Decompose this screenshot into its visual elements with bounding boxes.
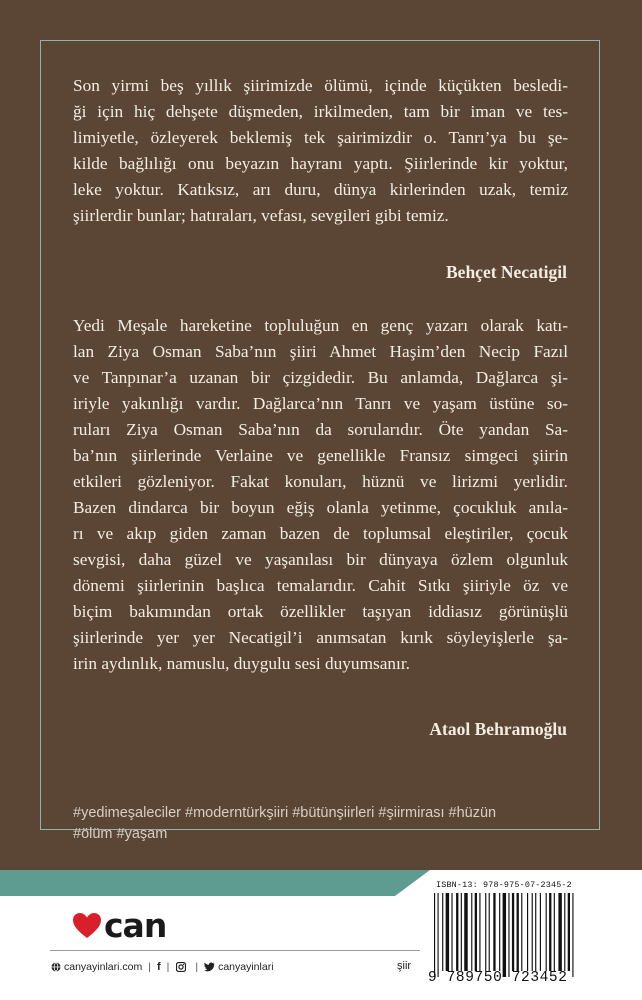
footer-divider — [50, 950, 420, 951]
heart-icon — [72, 912, 102, 939]
barcode-bar — [456, 893, 458, 971]
text-line: Son yirmi beş yıllık şiirimizde ölümü, içinde küçükten besledi- — [73, 76, 568, 95]
barcode-box — [428, 880, 593, 992]
text-line: lan Ziya Osman Saba’nın şiiri Ahmet Haşim’den Necip Fazıl — [73, 342, 568, 361]
barcode-bar — [564, 893, 565, 971]
barcode-bar — [532, 893, 533, 971]
text-line: sevgisi, daha güzel ve yaşanılası bir dünyaya özlem olgunluk — [73, 550, 568, 569]
social-handle[interactable]: canyayinlari — [218, 961, 274, 973]
barcode-bar — [499, 893, 500, 971]
barcode-icon — [434, 893, 587, 981]
barcode-number: 9 789750 723452 — [428, 970, 568, 986]
text-line: şiirlerdir bunlar; hatıraları, vefası, sevgileri gibi temiz. — [73, 206, 449, 225]
separator: | — [166, 961, 170, 973]
barcode-bar — [558, 893, 561, 971]
hashtag-line: #ölüm #yaşam — [73, 826, 168, 842]
text-line: şiirlerinde yer yer Necatigil’i anımsatan kırık söyleyişlerle şa- — [73, 628, 568, 647]
barcode-bar — [451, 893, 452, 971]
text-line: ve Tanpınar’a uzanan bir çizgidedir. Bu anlamda, Dağlarca şi- — [73, 368, 568, 387]
genre-label: şiir — [397, 960, 412, 972]
barcode-bar — [464, 893, 467, 971]
hashtag-line: #yedimeşaleciler #moderntürkşiiri #bütünşiirleri #şiirmirası #hüzün — [73, 805, 497, 821]
review-author-2: Ataol Behramoğlu — [429, 719, 567, 739]
website-link[interactable]: canyayinlari.com — [64, 961, 143, 973]
text-line: rı ve akıp giden zaman bazen de toplumsal eleştiriler, çocuk — [73, 524, 568, 543]
barcode-bar — [568, 893, 570, 971]
barcode-bar — [438, 893, 439, 977]
isbn-text: ISBN-13: 978-975-07-2345-2 — [436, 880, 572, 890]
barcode-bar — [512, 893, 514, 971]
barcode-bar — [554, 893, 555, 971]
text-line: limiyetle, özleyerek beklemiş tek şairimizdir o. Tanrı’ya bu şe- — [73, 128, 568, 147]
text-line: irin aydınlık, namuslu, duygulu sesi duyumsanır. — [73, 654, 410, 673]
separator: | — [195, 961, 199, 973]
publisher-logo — [72, 906, 166, 945]
hashtags — [73, 803, 553, 845]
barcode-bar — [535, 893, 536, 971]
text-line: biçim bakımından ortak özellikler taşıyan iddiasız görünüşlü — [73, 602, 568, 621]
barcode-bar — [521, 893, 522, 971]
barcode-bar — [461, 893, 462, 971]
barcode-bar — [471, 893, 472, 971]
barcode-bar — [549, 893, 551, 971]
barcode-bar — [508, 893, 509, 977]
text-line: iriyle yakınlığı vardır. Dağlarca’nın Tanrı ve yaşam üstüne so- — [73, 394, 568, 413]
barcode-bar — [434, 893, 435, 977]
separator: | — [148, 961, 151, 973]
publisher-footer — [50, 957, 420, 977]
barcode-bar — [527, 893, 528, 971]
instagram-icon[interactable] — [175, 962, 186, 973]
text-line: Bazen dindarca bir boyun eğiş olanla yetinme, çocukluk anıla- — [73, 498, 568, 517]
text-line: ba’nın şiirlerinde Verlaine ve genellikle Fransız simgeci şiirin — [73, 446, 568, 465]
text-line: ği için hiç dehşete düşmeden, irkilmeden, tam bir iman ve tes- — [73, 102, 568, 121]
text-line: dönemi şiirlerinin başlıca temalarıdır. Cahit Sıtkı şiiriyle öz ve — [73, 576, 568, 595]
twitter-icon[interactable] — [204, 962, 215, 973]
globe-icon — [50, 962, 61, 973]
barcode-bar — [475, 893, 477, 971]
review-author-1: Behçet Necatigil — [446, 262, 567, 282]
barcode-bar — [485, 893, 486, 971]
barcode-bar — [489, 893, 490, 971]
text-line: leke yoktur. Katıksız, arı duru, dünya kirlerinden uzak, temiz — [73, 180, 568, 199]
review-paragraph-2 — [73, 313, 568, 677]
barcode-bar — [442, 893, 443, 971]
logo-wordmark: can — [104, 906, 167, 945]
review-paragraph-1 — [73, 73, 568, 229]
barcode-bar — [517, 893, 519, 971]
barcode-bar — [503, 893, 506, 977]
barcode-bar — [572, 893, 573, 977]
barcode-bar — [479, 893, 480, 971]
text-line: kilde bağlılığı onu beyazın hayranı yaptı. Şiirlerinde kir yoktur, — [73, 154, 568, 173]
barcode-bar — [446, 893, 449, 971]
barcode-bar — [540, 893, 541, 971]
barcode-bar — [546, 893, 547, 971]
text-line: ruları Ziya Osman Saba’nın da sorularıdır. Öte yandan Sa- — [73, 420, 568, 439]
text-line: etkileri gözleniyor. Fakat konuları, hüznü ve lirizmi yerlidir. — [73, 472, 568, 491]
text-line: Yedi Meşale hareketine topluluğun en genç yazarı olarak katı- — [73, 316, 568, 335]
barcode-bar — [493, 893, 495, 971]
facebook-icon[interactable]: f — [156, 961, 161, 973]
